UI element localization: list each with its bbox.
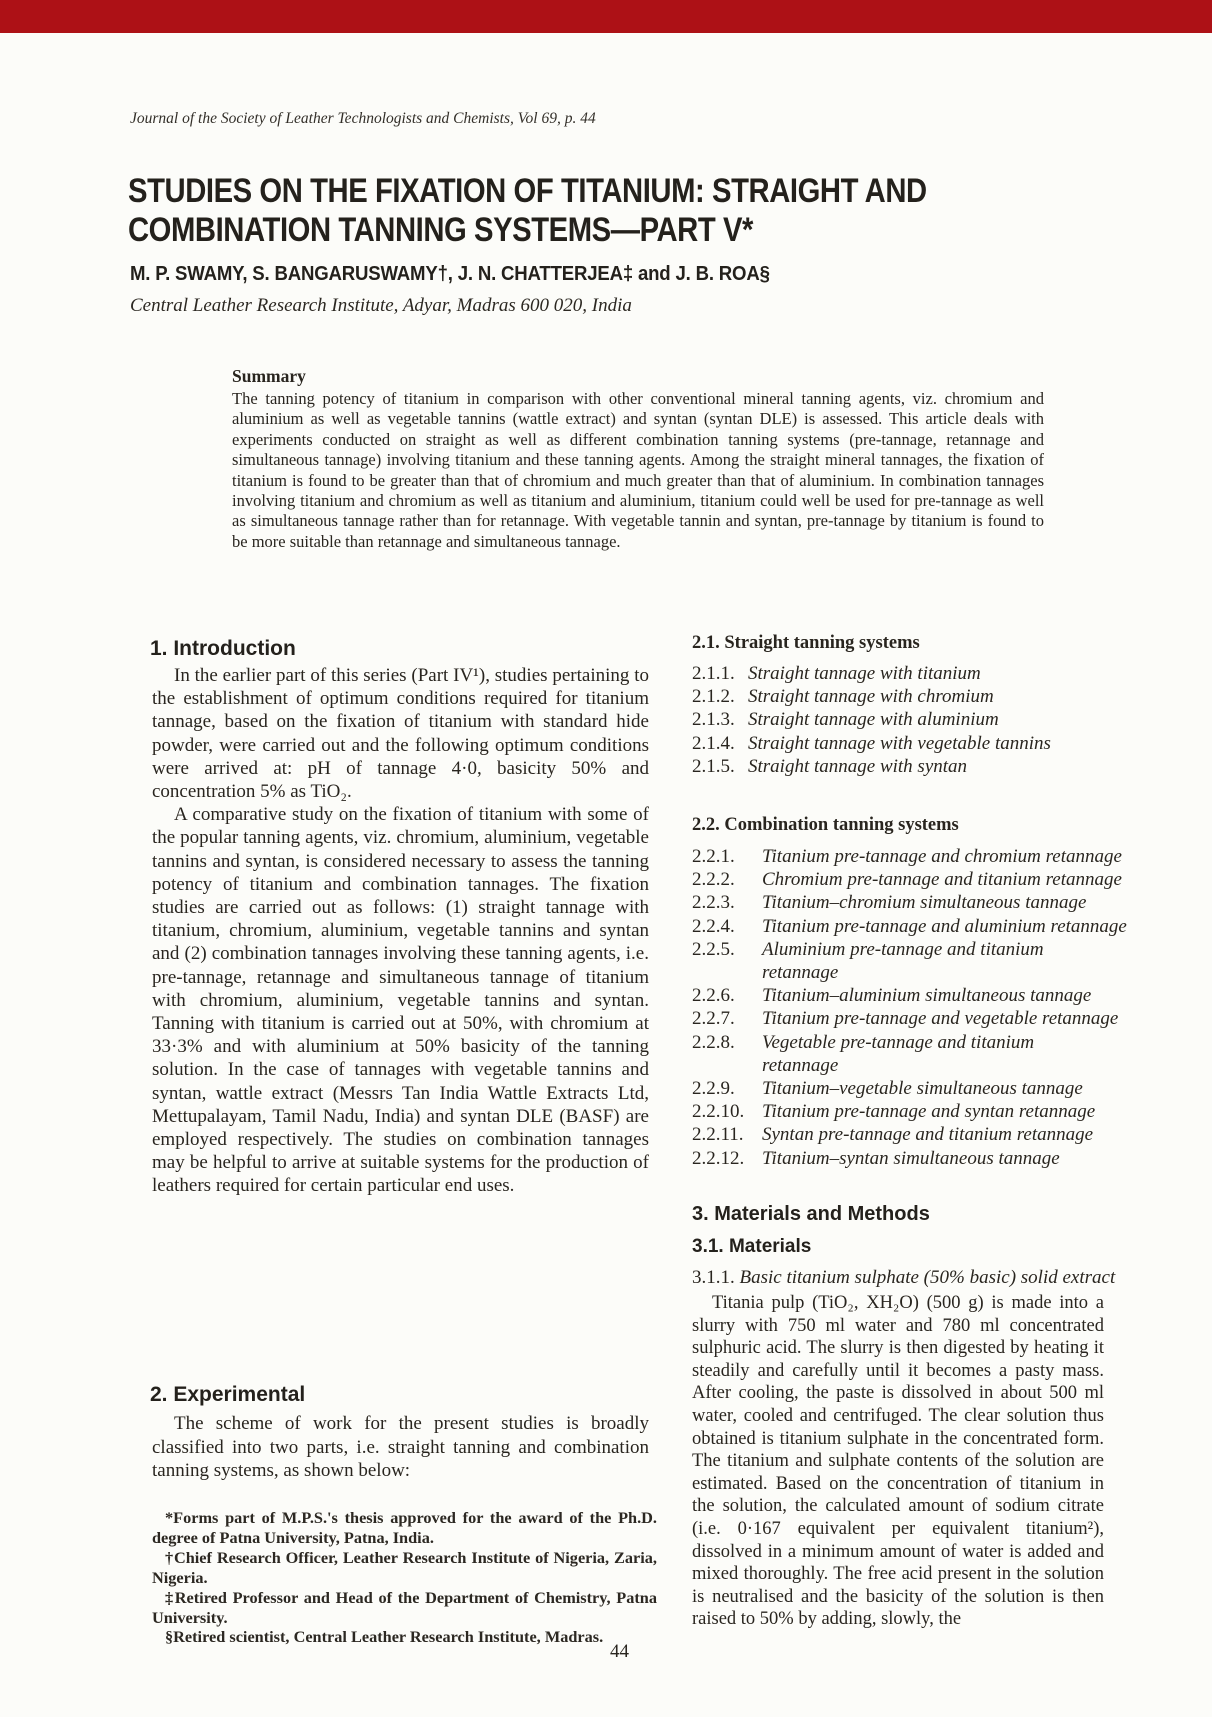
straight-item: [692, 685, 1051, 708]
item-text: Titanium–vegetable simultaneous tannage: [762, 1078, 1083, 1100]
summary-text: The tanning potency of titanium in comparison with other conventional mineral tanning agents, viz. chromium and aluminium as well as vegetable tannins (wattle extract) and syntan (syntan DLE) is assessed. This article deals with experiments conducted on straight as well as different combination tanning systems (pre-tannage, retannage and simultaneous tannage) involving titanium and these tanning agents. Among the straight mineral tannages, the fixation of titanium is found to be greater than that of chromium and much greater than that of aluminium. In combination tannages involving titanium and chromium as well as titanium and aluminium, titanium could well be used for pre-tannage as well as simultaneous tannage rather than for retannage. With vegetable tannin and syntan, pre-tannage by titanium is found to be more suitable than retannage and simultaneous tannage.: [232, 389, 1044, 551]
combination-item: [692, 1007, 1127, 1030]
subsection-number: 3.1.1.: [692, 1267, 735, 1288]
paper-title-line1: STUDIES ON THE FIXATION OF TITANIUM: STRAIGHT AND: [128, 172, 927, 210]
straight-item: [692, 732, 1051, 755]
introduction-body: [152, 664, 649, 1198]
footnote-asterisk: *Forms part of M.P.S.'s thesis approved for the award of the Ph.D. degree of Patna University, Patna, India.: [152, 1508, 657, 1547]
item-text: Vegetable pre-tannage and titanium: [762, 1031, 1035, 1053]
combination-item: [692, 938, 1127, 984]
summary-heading: Summary: [232, 366, 306, 386]
paper-title: [128, 172, 927, 250]
item-number: 2.1.5.: [692, 755, 735, 777]
item-number: 2.1.2.: [692, 686, 735, 708]
item-text: Titanium pre-tannage and aluminium retannage: [762, 915, 1127, 937]
item-number: 2.2.2.: [692, 869, 735, 891]
item-number: 2.1.1.: [692, 663, 735, 684]
section-heading-materials-methods: 3. Materials and Methods: [692, 1203, 930, 1225]
item-number: 2.2.10.: [692, 1101, 745, 1123]
item-text: Straight tannage with vegetable tannins: [748, 732, 1051, 754]
footnote-section-mark: §Retired scientist, Central Leather Research Institute, Madras.: [165, 1627, 604, 1647]
item-number: 2.1.4.: [692, 732, 735, 754]
item-text: Aluminium pre-tannage and titanium: [762, 938, 1044, 960]
journal-header: Journal of the Society of Leather Technologists and Chemists, Vol 69, p. 44: [130, 110, 596, 127]
item-text: Straight tannage with aluminium: [748, 709, 999, 731]
item-text: Straight tannage with syntan: [748, 755, 968, 777]
footnote-double-dagger: ‡Retired Professor and Head of the Department of Chemistry, Patna University.: [152, 1587, 657, 1627]
section-heading-introduction: 1. Introduction: [150, 637, 296, 660]
combination-item: [692, 1123, 1127, 1146]
footnotes-block: [152, 1508, 657, 1647]
footnote-dagger: †Chief Research Officer, Leather Research Institute of Nigeria, Zaria, Nigeria.: [152, 1547, 657, 1587]
combination-item: [692, 1077, 1127, 1100]
item-number: 2.2.3.: [692, 892, 735, 914]
item-number: 2.1.3.: [692, 709, 735, 731]
item-number: 2.2.6.: [692, 985, 735, 1007]
combination-item: [692, 984, 1127, 1007]
item-text: Titanium–chromium simultaneous tannage: [762, 892, 1087, 914]
item-text: Syntan pre-tannage and titanium retannage: [762, 1124, 1094, 1146]
straight-item: [692, 708, 1051, 731]
item-number: 2.2.9.: [692, 1078, 735, 1100]
section-heading-straight-tanning: 2.1. Straight tanning systems: [692, 633, 920, 653]
combination-item: [692, 915, 1127, 938]
straight-tanning-list: [692, 662, 1051, 778]
combination-item: [692, 1147, 1127, 1170]
item-number: 2.2.12.: [692, 1147, 745, 1169]
top-red-bar: [0, 0, 1212, 33]
summary-block: [232, 366, 1044, 552]
combination-item: [692, 891, 1127, 914]
section-heading-combination-tanning: 2.2. Combination tanning systems: [692, 815, 959, 835]
materials-subsection-title: [692, 1267, 1115, 1289]
intro-paragraph-2: A comparative study on the fixation of titanium with some of the popular tanning agents, viz. chromium, aluminium, vegetable tannins and syntan, is considered necessary to assess the tanning potency of titanium and combination tannages. The fixation studies are carried out as follows: (1) straight tannage with titanium, chromium, aluminium, vegetable tannins and syntan and (2) combination tannages involving these tanning agents, i.e. pre-tannage, retannage and simultaneous tannage of titanium with chromium, aluminium, vegetable tannins and syntan. Tanning with titanium is carried out at 50%, with chromium at 33·3% and with aluminium at 50% basicity of the tanning solution. In the case of tannages with vegetable tannins and syntan, wattle extract (Messrs Tan India Wattle Extracts Ltd, Mettupalayam, Tamil Nadu, India) and syntan DLE (BASF) are employed respectively. The studies on combination tannages may be helpful to arrive at suitable systems for the production of leathers required for certain particular end uses.: [152, 804, 649, 1197]
combination-item: [692, 1100, 1127, 1123]
item-text-continuation: retannage: [762, 1054, 839, 1076]
item-text: Titanium–syntan simultaneous tannage: [762, 1147, 1060, 1169]
item-text: Straight tannage with titanium: [748, 663, 981, 684]
authors-line: M. P. SWAMY, S. BANGARUSWAMY†, J. N. CHATTERJEA‡ and J. B. ROA§: [130, 263, 770, 285]
affiliation: Central Leather Research Institute, Adyar, Madras 600 020, India: [130, 295, 632, 316]
combination-item: [692, 845, 1127, 868]
subsection-title-text: Basic titanium sulphate (50% basic) solid extract: [739, 1267, 1116, 1288]
item-text: Titanium pre-tannage and chromium retannage: [762, 846, 1122, 867]
materials-paragraph: Titania pulp (TiO₂, XH₂O) (500 g) is made into a slurry with 750 ml water and 780 ml concentrated sulphuric acid. The slurry is then digested by heating it steadily and carefully until it becomes a pasty mass. After cooling, the paste is dissolved in about 500 ml water, cooled and centrifuged. The clear solution thus obtained is titanium sulphate in the concentrated form. The titanium and sulphate contents of the solution are estimated. Based on the concentration of titanium in the solution, the calculated amount of sodium citrate (i.e. 0·167 equivalent per equivalent titanium²), dissolved in a minimum amount of water is added and mixed thoroughly. The free acid present in the solution is neutralised and the basicity of the solution is then raised to 50% by adding, slowly, the: [692, 1293, 1104, 1630]
item-number: 2.2.11.: [692, 1124, 744, 1146]
item-text: Chromium pre-tannage and titanium retannage: [762, 869, 1122, 891]
item-text: Titanium pre-tannage and vegetable retannage: [762, 1008, 1119, 1030]
item-number: 2.2.8.: [692, 1031, 735, 1053]
section-heading-materials: 3.1. Materials: [692, 1236, 812, 1257]
item-number: 2.2.4.: [692, 915, 735, 937]
experimental-paragraph: The scheme of work for the present studies is broadly classified into two parts, i.e. straight tanning and combination tanning systems, as shown below:: [152, 1413, 649, 1481]
straight-item: [692, 755, 1051, 778]
paper-title-line2: COMBINATION TANNING SYSTEMS—PART V*: [128, 211, 753, 249]
intro-paragraph-1: In the earlier part of this series (Part IV¹), studies pertaining to the establishment of optimum conditions required for titanium tannage, based on the fixation of titanium with standard hide powder, were carried out and the following optimum conditions were arrived at: pH of tannage 4·0, basicity 50% and concentration 5% as TiO₂.: [152, 665, 649, 803]
item-text: Titanium–aluminium simultaneous tannage: [762, 985, 1092, 1007]
item-text: Straight tannage with chromium: [748, 686, 994, 708]
page-number: 44: [610, 1641, 629, 1662]
combination-tanning-list: [692, 845, 1127, 1170]
experimental-body: [152, 1412, 649, 1483]
straight-item: [692, 662, 1051, 685]
combination-item: [692, 1031, 1127, 1077]
item-number: 2.2.7.: [692, 1008, 735, 1030]
section-heading-experimental: 2. Experimental: [150, 1383, 306, 1406]
item-text-continuation: retannage: [762, 962, 839, 984]
item-text: Titanium pre-tannage and syntan retannage: [762, 1101, 1096, 1123]
item-number: 2.2.1.: [692, 846, 735, 867]
combination-item: [692, 868, 1127, 891]
item-number: 2.2.5.: [692, 938, 735, 960]
